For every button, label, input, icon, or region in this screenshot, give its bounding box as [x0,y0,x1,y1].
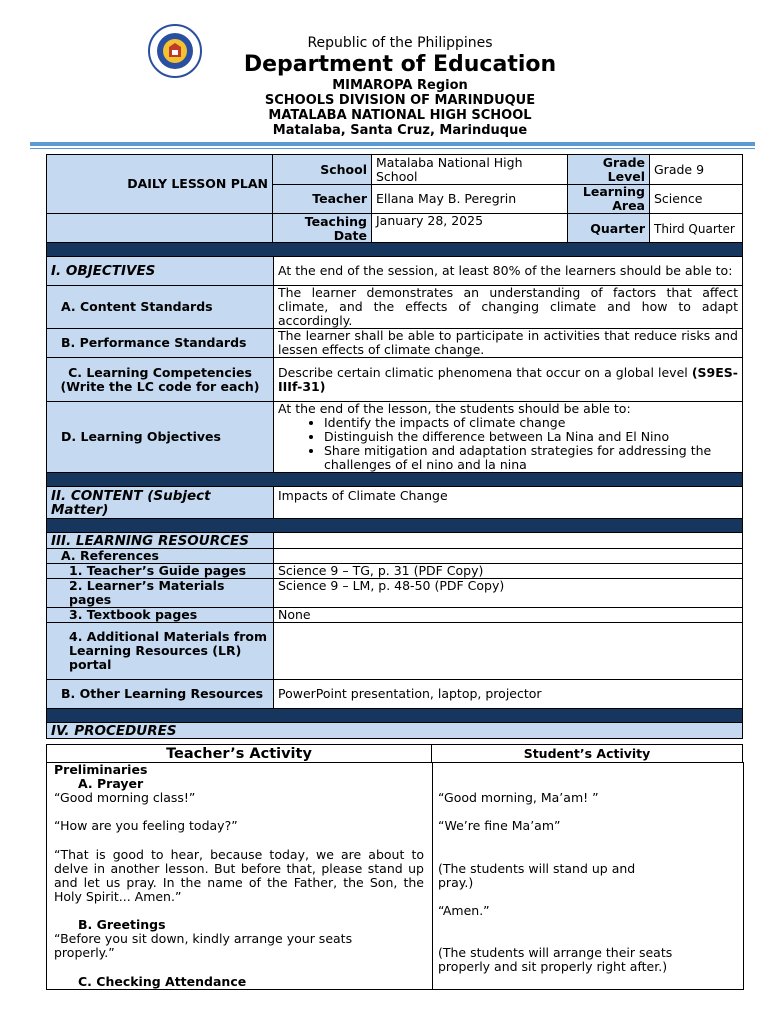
procedures-heading: IV. PROCEDURES [47,723,743,739]
teacher-activity-header: Teacher’s Activity [47,745,432,763]
preliminaries-heading: Preliminaries [54,762,148,777]
student-activity-header: Student’s Activity [432,745,743,763]
region-line: MIMAROPA Region [332,78,468,93]
performance-standards-label: B. Performance Standards [47,329,274,358]
band-divider [47,519,743,533]
learning-objectives-intro: At the end of the lesson, the students should be able to: [278,401,631,416]
student-line-5: (The students will arrange their seats properly and sit properly right after.) [438,945,673,974]
division-line: SCHOOLS DIVISION OF MARINDUQUE [264,93,536,108]
column-divider [432,762,433,989]
content-heading: II. CONTENT (Subject Matter) [47,487,274,519]
tg-value: Science 9 – TG, p. 31 (PDF Copy) [274,564,743,579]
teacher-line-1: “Good morning class!” [54,790,196,805]
references-label: A. References [47,549,274,564]
resources-heading: III. LEARNING RESOURCES [47,533,274,549]
quarter-value: Third Quarter [650,214,743,244]
address-line: Matalaba, Santa Cruz, Marinduque [272,123,528,138]
procedures-header-table [46,744,743,763]
band-divider [47,473,743,487]
teacher-line-3: “That is good to hear, because today, we are about to delve in another lesson. But before that, please stand up and let us pray. In the name of the Father, the Son, the Holy Spirit... Amen.” [54,847,424,904]
teacher-label: Teacher [273,185,372,214]
learning-objectives-list [278,416,738,472]
list-item: • Distinguish the difference between La Nina and El Nino [324,430,738,444]
quarter-label: Quarter [568,214,650,244]
performance-standards-value: The learner shall be able to participate in activities that reduce risks and lessen effects of climate change. [274,329,743,358]
school-label: School [273,155,372,185]
objectives-intro: At the end of the session, at least 80% of the learners should be able to: [274,257,743,286]
content-standards-label: A. Content Standards [47,286,274,329]
band-divider [47,709,743,723]
learning-objectives-label: D. Learning Objectives [47,402,274,473]
teacher-value: Ellana May B. Peregrin [372,185,568,214]
lesson-body-table [46,242,743,739]
content-standards-value: The learner demonstrates an understanding of factors that affect climate, and the effects of changing climate and how to adapt accordingly. [274,286,743,329]
attendance-heading: C. Checking Attendance [78,974,247,989]
additional-materials-label: 4. Additional Materials from Learning Resources (LR) portal [47,623,274,680]
department-title: Department of Education [243,52,557,77]
competency-text: Describe certain climatic phenomena that occur on a global level [278,364,688,380]
list-item: • Share mitigation and adaptation strategies for addressing the challenges of el nino and la nina [324,444,738,472]
greetings-heading: B. Greetings [78,917,166,932]
teacher-line-2: “How are you feeling today?” [54,818,238,833]
header-rule [30,142,755,146]
list-item: • Identify the impacts of climate change [324,416,738,430]
additional-materials-value [274,623,743,680]
date-label: Teaching Date [273,214,372,244]
header-rule-thin [30,148,755,149]
lesson-plan-title: DAILY LESSON PLAN [47,155,273,214]
learning-objectives-value [274,402,743,473]
area-label: Learning Area [568,185,650,214]
school-line: MATALABA NATIONAL HIGH SCHOOL [268,108,532,123]
school-value: Matalaba National High School [372,155,568,185]
competency-code: (S9ES-IIIf-31) [278,364,738,394]
empty-cell [274,533,743,549]
republic-line: Republic of the Philippines [307,35,493,51]
competencies-label: C. Learning Competencies (Write the LC code for each) [47,358,274,402]
area-value: Science [650,185,743,214]
blank-cell [47,214,273,244]
competencies-value [274,358,743,402]
prayer-heading: A. Prayer [78,776,144,791]
lesson-info-table [46,154,743,244]
date-value: January 28, 2025 [372,214,568,244]
student-line-3: (The students will stand up and pray.) [438,861,636,890]
student-line-4: “Amen.” [438,903,490,918]
student-line-1: “Good morning, Ma’am! ” [438,790,599,805]
student-line-2: “We’re fine Ma’am” [438,818,561,833]
empty-cell [274,549,743,564]
lm-label: 2. Learner’s Materials pages [47,579,274,608]
textbook-label: 3. Textbook pages [47,608,274,623]
other-resources-label: B. Other Learning Resources [47,680,274,709]
lm-value: Science 9 – LM, p. 48-50 (PDF Copy) [274,579,743,608]
objectives-heading: I. OBJECTIVES [47,257,274,286]
content-value: Impacts of Climate Change [274,487,743,519]
tg-label: 1. Teacher’s Guide pages [47,564,274,579]
grade-label: Grade Level [568,155,650,185]
procedures-body [46,762,744,990]
other-resources-value: PowerPoint presentation, laptop, projector [274,680,743,709]
textbook-value: None [274,608,743,623]
band-divider [47,243,743,257]
grade-value: Grade 9 [650,155,743,185]
teacher-line-4: “Before you sit down, kindly arrange your seats properly.” [54,931,353,960]
